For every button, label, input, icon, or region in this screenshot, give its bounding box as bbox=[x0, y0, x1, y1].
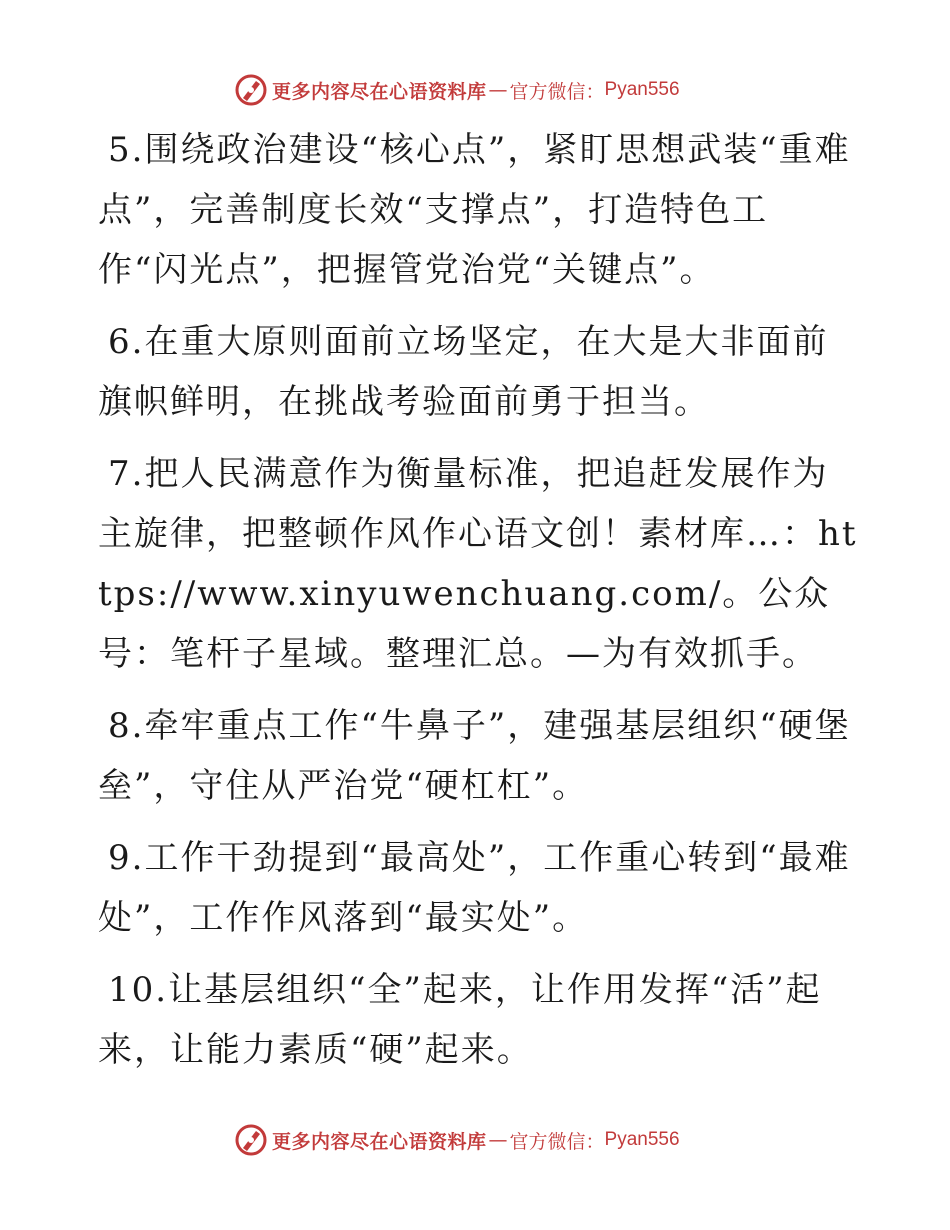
list-item-6: 6.在重大原则面前立场坚定，在大是大非面前旗帜鲜明，在挑战考验面前勇于担当。 bbox=[98, 322, 829, 422]
document-body bbox=[98, 120, 858, 1092]
pen-logo-icon bbox=[234, 1123, 268, 1157]
list-item-5: 5.围绕政治建设“核心点”，紧盯思想武装“重难点”，完善制度长效“支撑点”，打造特色工作“闪光点”，把握管党治党“关键点”。 bbox=[98, 130, 851, 290]
footer-watermark bbox=[234, 1122, 680, 1158]
list-item-9: 9.工作干劲提到“最高处”，工作重心转到“最难处”，工作作风落到“最实处”。 bbox=[98, 838, 851, 938]
list-item-10: 10.让基层组织“全”起来，让作用发挥“活”起来，让能力素质“硬”起来。 bbox=[98, 970, 822, 1070]
list-item-8: 8.牵牢重点工作“牛鼻子”，建强基层组织“硬堡垒”，守住从严治党“硬杠杠”。 bbox=[98, 706, 851, 806]
watermark-separator: — bbox=[488, 1129, 508, 1151]
watermark-wechat-id: Pyan556 bbox=[604, 1129, 680, 1150]
header-watermark bbox=[234, 72, 680, 108]
watermark-official-label: 官方微信： bbox=[509, 80, 605, 103]
watermark-wechat-id: Pyan556 bbox=[604, 79, 680, 100]
watermark-separator: — bbox=[488, 79, 508, 101]
list-item-7: 7.把人民满意作为衡量标准，把追赶发展作为主旋律，把整顿作风作心语文创！素材库…：https://www.xinyuwenchuang.com/。公众号：笔杆子星域。整理汇总。—为有效抓手。 bbox=[98, 454, 858, 674]
watermark-official-label: 官方微信： bbox=[509, 1130, 605, 1153]
watermark-brand: 更多内容尽在心语资料库 bbox=[272, 1130, 487, 1153]
pen-logo-icon bbox=[234, 73, 268, 107]
watermark-brand: 更多内容尽在心语资料库 bbox=[272, 80, 487, 103]
